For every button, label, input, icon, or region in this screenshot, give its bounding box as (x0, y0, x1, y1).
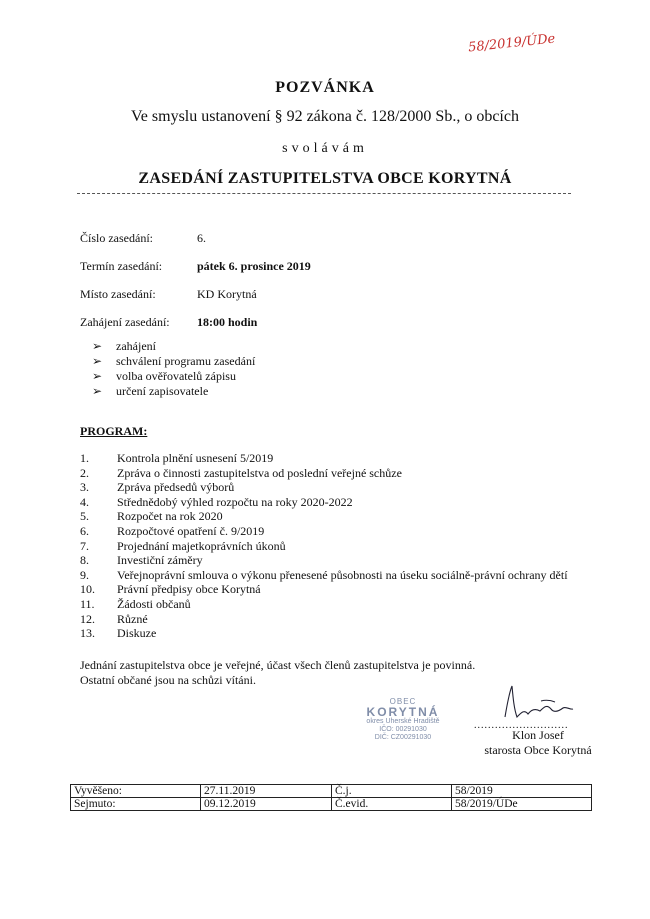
list-item (92, 369, 255, 384)
item-text: Rozpočtové opatření č. 9/2019 (117, 523, 265, 538)
item-number: 10. (80, 582, 95, 597)
arrow-bullet-icon: ➢ (92, 339, 103, 353)
list-item (80, 539, 568, 554)
handwritten-signature (497, 683, 592, 723)
table-cell: Vyvěšeno: (71, 785, 201, 798)
item-text: Žádosti občanů (117, 596, 191, 611)
table-row (71, 785, 592, 798)
table-cell: Č.j. (332, 785, 452, 798)
stamp-line: okres Uherské Hradiště (366, 718, 440, 725)
detail-row-date (80, 259, 311, 274)
program-list (80, 451, 568, 641)
list-item (80, 466, 568, 481)
detail-value: 6. (197, 231, 206, 245)
bullet-text: schválení programu zasedání (116, 354, 256, 368)
detail-row-start (80, 315, 257, 330)
item-number: 12. (80, 611, 95, 626)
stamp-line: IČO: 00291030 (379, 726, 427, 733)
program-heading: PROGRAM: (80, 424, 148, 438)
item-text: Zpráva o činnosti zastupitelstva od poslední veřejné schůze (117, 465, 402, 480)
item-text: Veřejnoprávní smlouva o výkonu přenesené působnosti na úseku sociálně-právní ochrany dětí (117, 567, 568, 582)
municipal-stamp (343, 697, 463, 742)
list-item (92, 339, 255, 354)
table-cell: 09.12.2019 (201, 798, 332, 811)
bullet-text: určení zapisovatele (116, 384, 209, 398)
item-text: Kontrola plnění usnesení 5/2019 (117, 451, 274, 465)
list-item (80, 626, 568, 641)
list-item (92, 354, 255, 369)
stamp-line: OBEC (389, 697, 417, 706)
bullet-text: volba ověřovatelů zápisu (116, 369, 236, 383)
posting-record-table (70, 784, 592, 811)
item-number: 6. (80, 523, 89, 538)
list-item (80, 568, 568, 583)
document-title: POZVÁNKA (275, 79, 375, 96)
handwritten-reference: 58/2019/ÚDe (467, 31, 557, 56)
bullet-text: zahájení (116, 339, 156, 353)
detail-row-place (80, 287, 257, 302)
table-row (71, 798, 592, 811)
item-text: Právní předpisy obce Korytná (117, 582, 261, 597)
item-text: Střednědobý výhled rozpočtu na roky 2020-2022 (117, 494, 353, 509)
convening-word: svolávám (282, 141, 368, 156)
item-number: 8. (80, 553, 89, 568)
item-number: 4. (80, 494, 89, 509)
table-cell: 58/2019/ÚDe (452, 798, 592, 811)
table-cell: 58/2019 (452, 785, 592, 798)
list-item (80, 495, 568, 510)
signer-block (474, 728, 602, 758)
detail-label: Místo zasedání: (80, 287, 156, 301)
table-cell: Č.evid. (332, 798, 452, 811)
item-number: 5. (80, 509, 89, 524)
item-number: 11. (80, 596, 95, 611)
list-item (80, 553, 568, 568)
detail-label: Číslo zasedání: (80, 231, 153, 245)
item-text: Rozpočet na rok 2020 (117, 509, 223, 524)
detail-label: Zahájení zasedání: (80, 315, 170, 329)
item-text: Investiční záměry (117, 553, 203, 568)
detail-value: pátek 6. prosince 2019 (197, 259, 311, 273)
arrow-bullet-icon: ➢ (92, 354, 103, 368)
item-number: 7. (80, 538, 89, 553)
list-item (80, 509, 568, 524)
item-number: 13. (80, 626, 95, 641)
detail-row-number (80, 231, 206, 246)
table-cell: 27.11.2019 (201, 785, 332, 798)
session-title: ZASEDÁNÍ ZASTUPITELSTVA OBCE KORYTNÁ (138, 170, 512, 187)
signer-name: Klon Josef (512, 728, 564, 742)
public-notice (80, 658, 475, 688)
notice-line: Ostatní občané jsou na schůzi vítáni. (80, 673, 256, 687)
arrow-bullet-icon: ➢ (92, 369, 103, 383)
item-text: Různé (117, 611, 148, 626)
stamp-line: KORYTNÁ (366, 705, 440, 719)
legal-intro: Ve smyslu ustanovení § 92 zákona č. 128/2000 Sb., o obcích (131, 108, 519, 125)
list-item (92, 384, 255, 399)
opening-bullet-list (92, 339, 255, 399)
item-number: 9. (80, 567, 89, 582)
item-text: Zpráva předsedů výborů (117, 480, 235, 495)
list-item (80, 612, 568, 627)
list-item (80, 451, 568, 466)
list-item (80, 597, 568, 612)
item-number: 3. (80, 480, 89, 495)
item-number: 1. (80, 451, 89, 465)
list-item (80, 480, 568, 495)
item-text: Diskuze (117, 626, 157, 641)
list-item (80, 524, 568, 539)
stamp-line: DIČ: CZ00291030 (374, 734, 432, 741)
item-number: 2. (80, 465, 89, 480)
signature-line: ........................... (474, 720, 569, 731)
detail-label: Termín zasedání: (80, 259, 163, 273)
table-cell: Sejmuto: (71, 798, 201, 811)
item-text: Projednání majetkoprávních úkonů (117, 538, 286, 553)
notice-line: Jednání zastupitelstva obce je veřejné, účast všech členů zastupitelstva je povinná. (80, 658, 476, 672)
detail-value: 18:00 hodin (197, 315, 258, 329)
detail-value: KD Korytná (197, 287, 257, 301)
list-item (80, 582, 568, 597)
signer-role: starosta Obce Korytná (484, 743, 592, 757)
dashed-divider (77, 193, 571, 194)
arrow-bullet-icon: ➢ (92, 384, 103, 398)
